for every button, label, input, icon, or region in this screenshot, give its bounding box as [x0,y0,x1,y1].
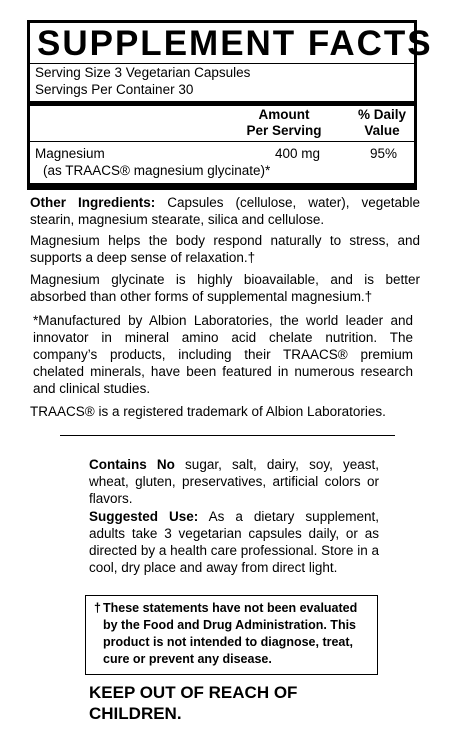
servings-per-container: Servings Per Container 30 [35,82,194,97]
bioavailability-paragraph: Magnesium glycinate is highly bioavailable, and is better absorbed than other forms of supplemental magnesium.† [30,272,420,304]
supplement-facts-panel [27,20,433,190]
trademark-note: TRAACS® is a registered trademark of Albion Laboratories. [30,404,386,419]
nutrient-daily-value: 95% [370,146,398,161]
title-rule [30,63,414,64]
header-rule [30,141,414,142]
fda-disclaimer [94,600,371,668]
nutrient-amount: 400 mg [275,146,321,161]
section-divider [60,435,395,436]
other-ingredients [30,194,420,228]
contains-no-text: sugar, salt, dairy, soy, yeast, wheat, gluten, preservatives, artificial colors or flavors. [89,457,379,506]
albion-footnote: *Manufactured by Albion Laboratories, the world leader and innovator in mineral amino acid chelate nutrition. The company’s products, including their TRAACS® premium chelated minerals, have been featured in numerous research and clinical studies. [33,313,413,396]
daily-value-header-line2: Value [364,123,400,138]
contains-no [89,456,379,507]
fda-disclaimer-box [85,595,378,675]
nutrient-name: Magnesium [35,146,105,161]
dagger-symbol: † [94,601,101,615]
serving-size: Serving Size 3 Vegetarian Capsules [35,65,251,80]
amount-header-line1: Amount [258,107,310,122]
suggested-use-text: As a dietary supplement, adults take 3 vegetarian capsules daily, or as directed by a health care professional. Store in a cool, dry place and away from direct light. [89,509,379,575]
thick-rule [30,101,414,106]
contains-no-label: Contains No [89,457,175,472]
daily-value-header-line1: % Daily [357,107,407,122]
other-ingredients-label: Other Ingredients: [30,195,156,210]
nutrient-detail: (as TRAACS® magnesium glycinate)* [43,163,271,178]
fda-disclaimer-text: These statements have not been evaluated by the Food and Drug Administration. This product is not intended to diagnose, treat, cure or prevent any disease. [103,601,358,666]
other-ingredients-text: Capsules (cellulose, water), vegetable stearin, magnesium stearate, silica and cellulose. [30,195,420,227]
bottom-thick-rule [30,183,414,190]
suggested-use-label: Suggested Use: [89,509,199,524]
amount-header-line2: Per Serving [246,123,322,138]
facts-title: SUPPLEMENT FACTS [37,24,433,63]
keep-out-warning: KEEP OUT OF REACH OF CHILDREN. [89,683,298,723]
stress-paragraph: Magnesium helps the body respond naturally to stress, and supports a deep sense of relaxation.† [30,233,420,265]
suggested-use [89,508,379,576]
